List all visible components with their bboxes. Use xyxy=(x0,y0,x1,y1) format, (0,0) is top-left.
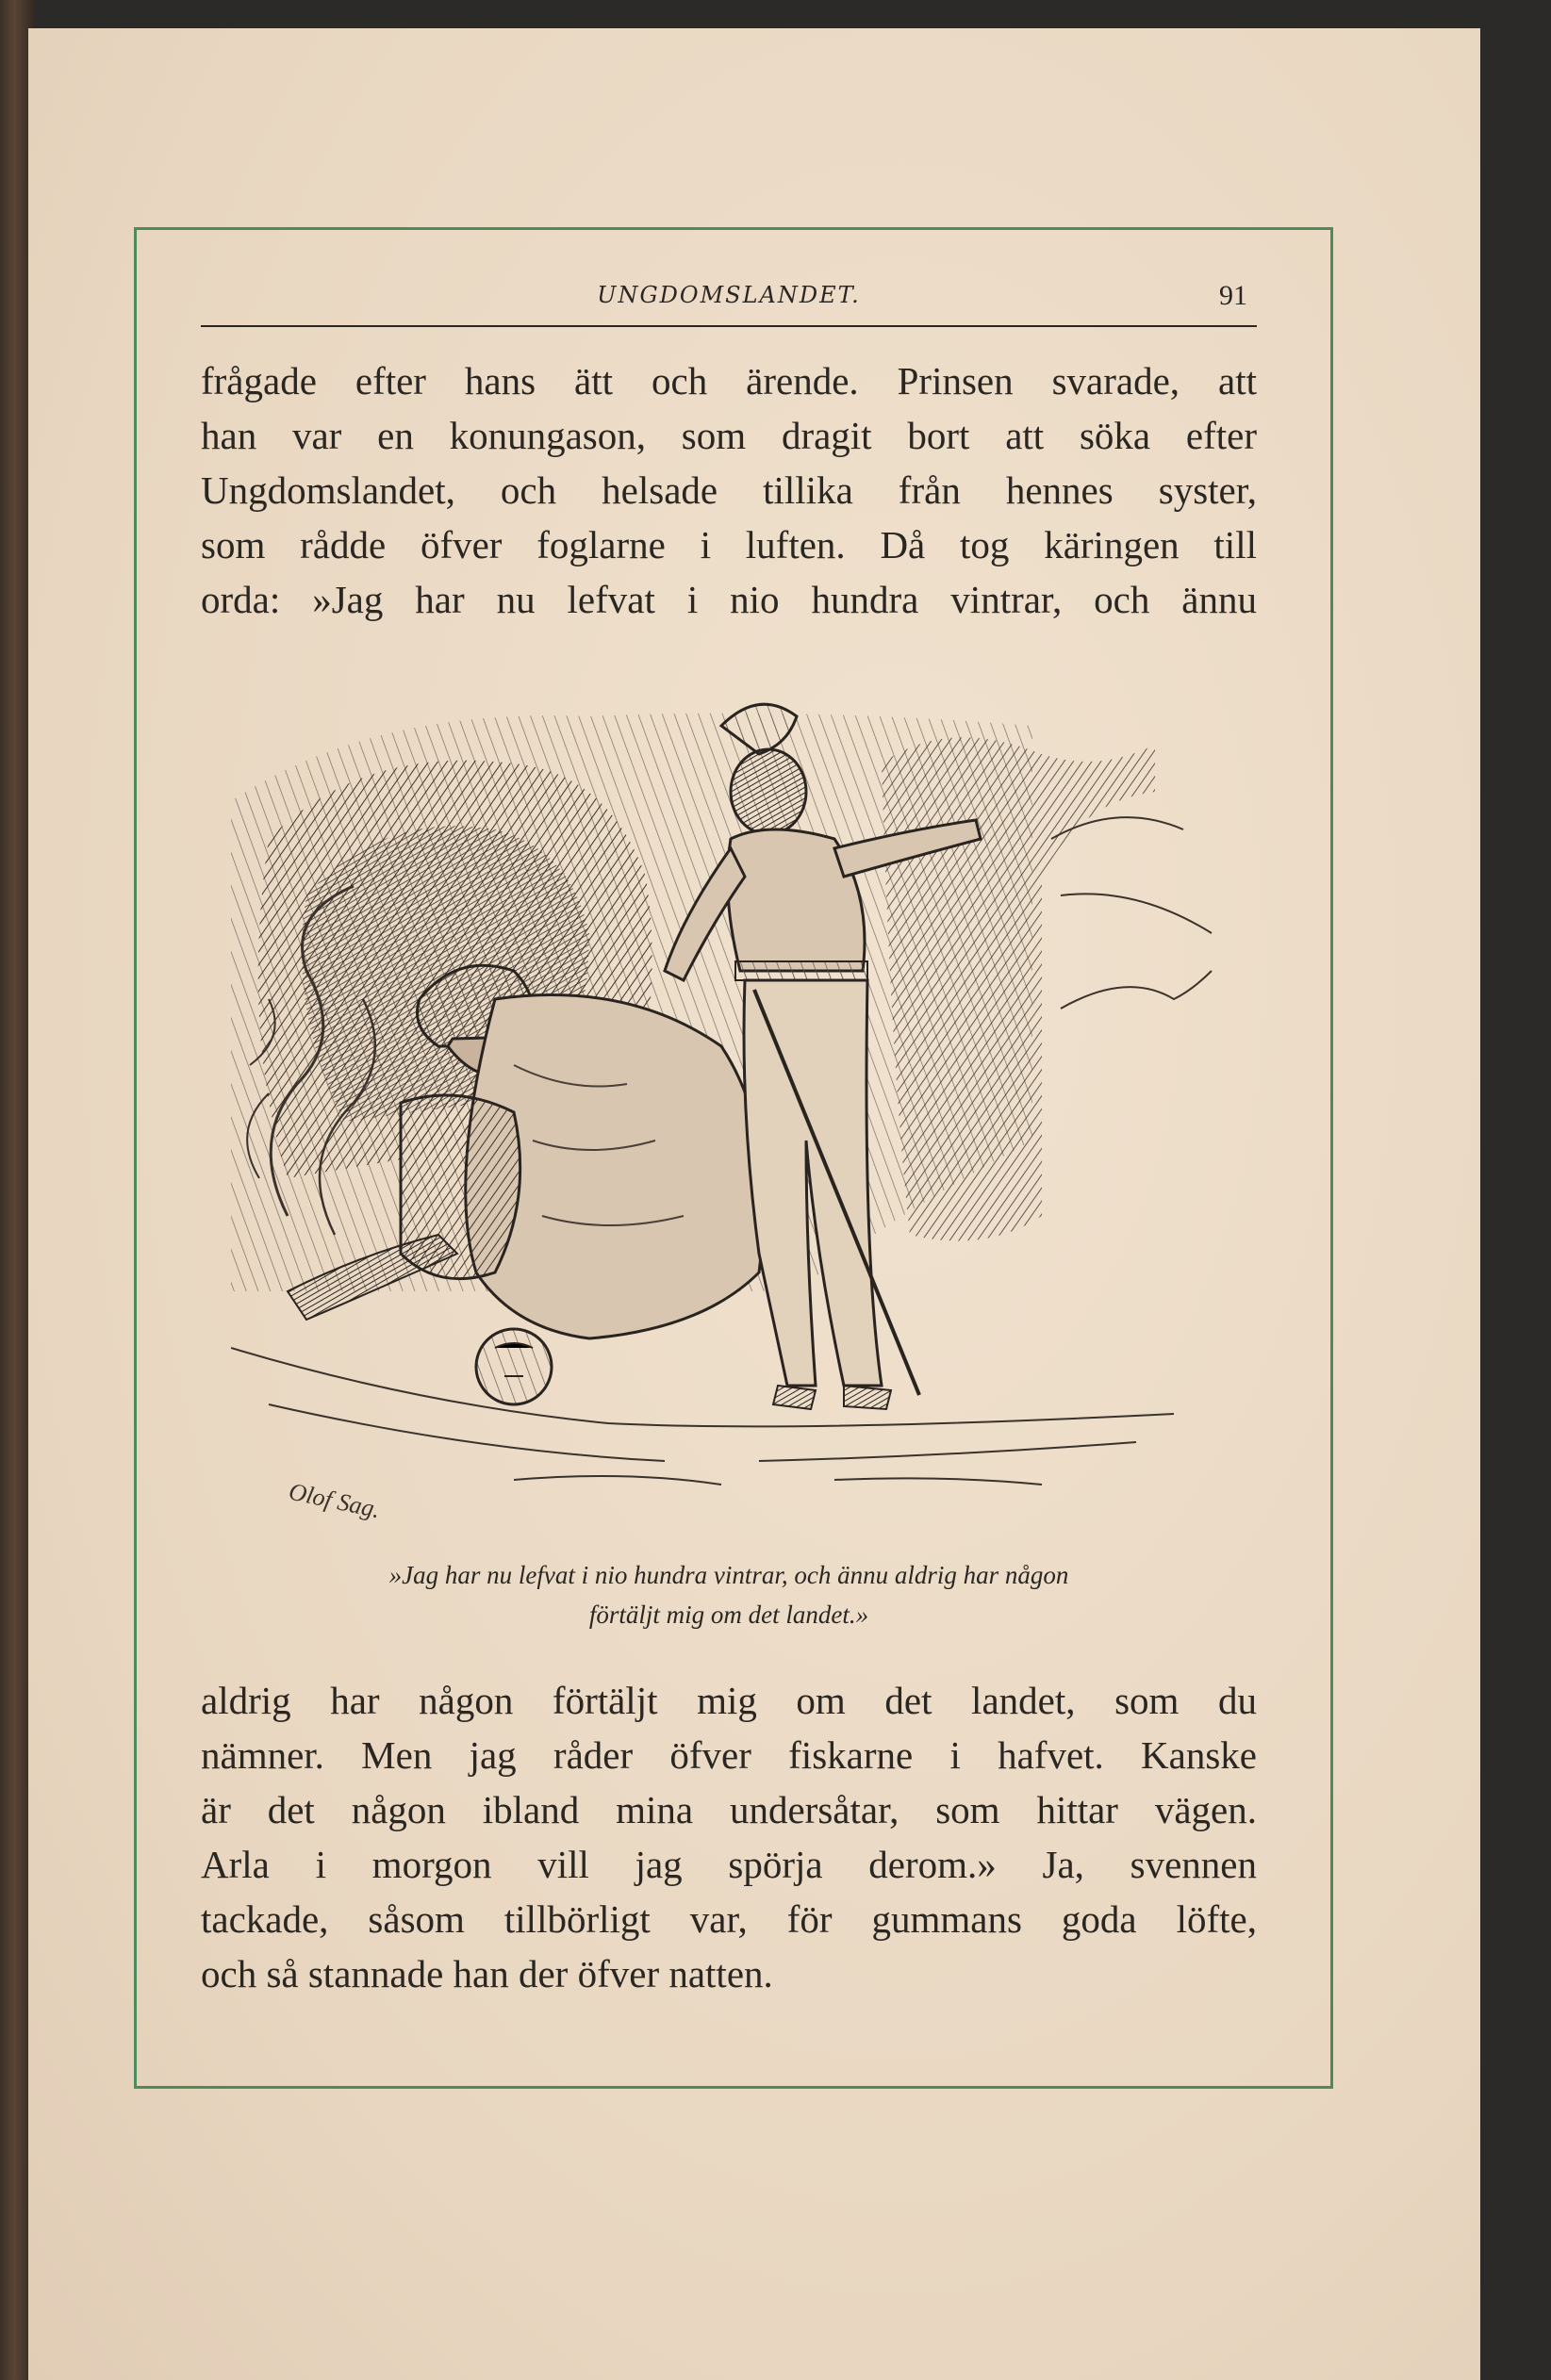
ground-lines xyxy=(231,1348,1174,1485)
artist-signature: Olof Sag. xyxy=(286,1477,383,1524)
text-line: tackade, såsom tillbörligt var, för gummans goda löfte, xyxy=(201,1897,1257,1941)
text-block-top xyxy=(201,353,1257,627)
running-head: UNGDOMSLANDET. xyxy=(597,282,861,308)
caption-line: »Jag har nu lefvat i nio hundra vintrar, och ännu aldrig har någon xyxy=(388,1561,1069,1589)
text-line: nämner. Men jag råder öfver fiskarne i hafvet. Kanske xyxy=(201,1733,1257,1777)
text-line: han var en konungason, som dragit bort att söka efter xyxy=(201,414,1257,457)
page-number: 91 xyxy=(1219,280,1247,311)
text-line: Ungdomslandet, och helsade tillika från hennes syster, xyxy=(201,468,1257,512)
caption-line: förtäljt mig om det landet.» xyxy=(588,1600,869,1629)
cliff-right xyxy=(882,737,1212,1240)
engraving-illustration xyxy=(231,688,1230,1565)
page-header xyxy=(201,269,1257,327)
text-line: frågade efter hans ätt och ärende. Prinsen svarade, att xyxy=(201,359,1257,402)
book-page xyxy=(28,28,1480,2380)
text-line: är det någon ibland mina undersåtar, som hittar vägen. xyxy=(201,1788,1257,1831)
text-line: Arla i morgon vill jag spörja derom.» Ja, svennen xyxy=(201,1843,1257,1886)
text-line: orda: »Jag har nu lefvat i nio hundra vintrar, och ännu xyxy=(201,578,1257,621)
text-line: och så stannade han der öfver natten. xyxy=(201,1952,773,1995)
illustration-caption xyxy=(201,1555,1257,1634)
text-block-bottom xyxy=(201,1673,1257,2001)
text-line: aldrig har någon förtäljt mig om det landet, som du xyxy=(201,1679,1257,1722)
text-line: som rådde öfver foglarne i luften. Då tog käringen till xyxy=(201,523,1257,566)
